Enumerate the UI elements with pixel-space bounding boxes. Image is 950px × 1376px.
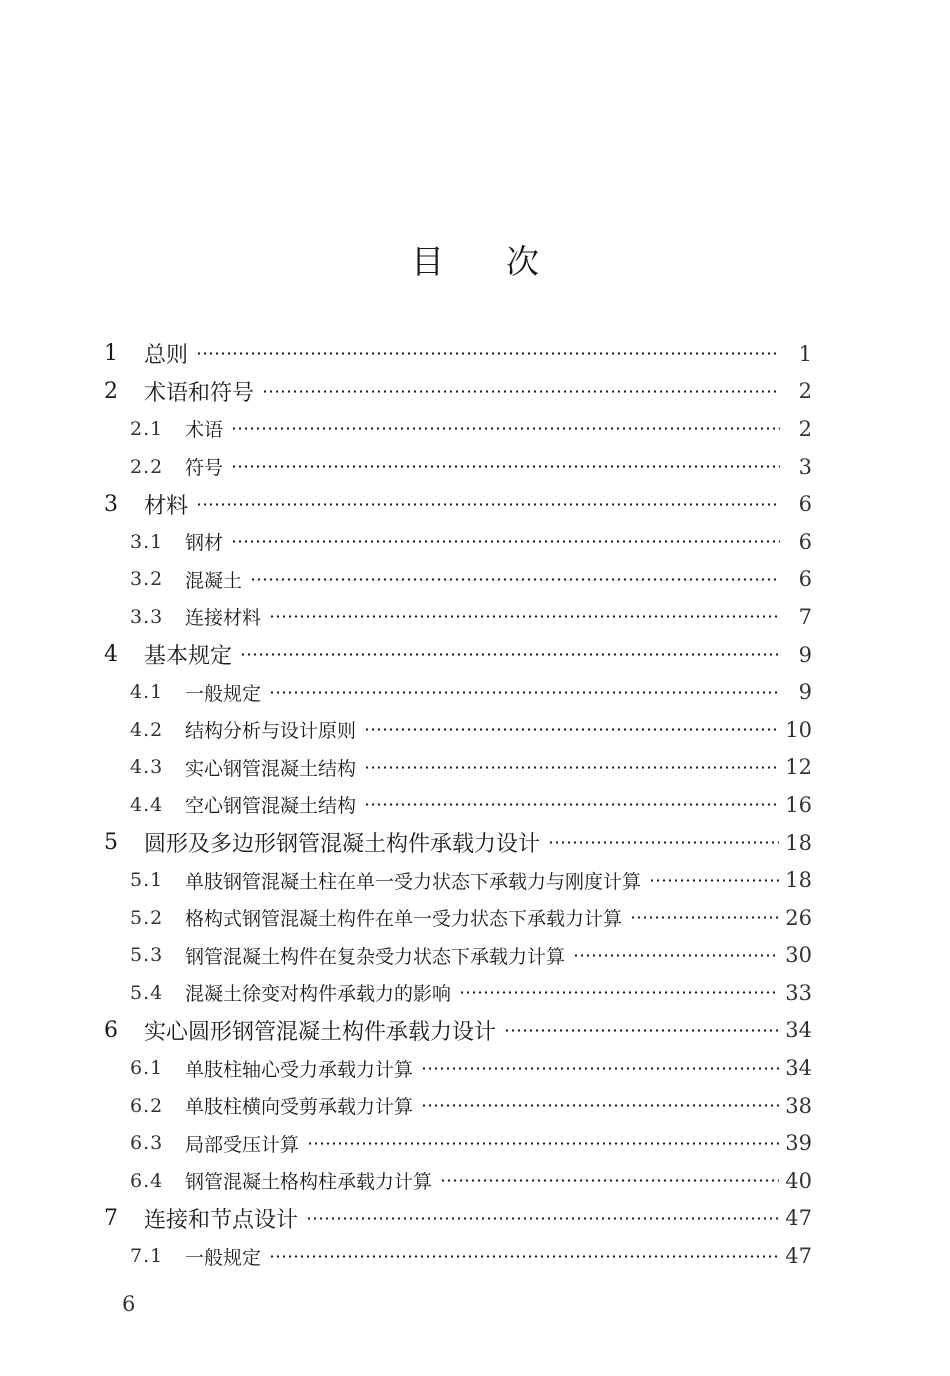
toc-entry-number: 5: [104, 830, 119, 856]
toc-entry-number: 5.2: [130, 906, 164, 929]
page-number: 6: [122, 1292, 136, 1316]
toc-entry-page: 40: [785, 1168, 812, 1193]
dot-leader: [548, 841, 779, 844]
toc-entry-page: 34: [785, 1056, 812, 1081]
toc-entry-page: 6: [798, 529, 812, 554]
toc-entry[interactable]: [104, 861, 812, 899]
toc-entry[interactable]: [104, 1049, 812, 1087]
toc-entry-page: 47: [785, 1206, 812, 1231]
toc-entry-label: 一般规定: [185, 1246, 262, 1269]
toc-entry-page: 9: [798, 642, 812, 667]
toc-entry-label: 基本规定: [144, 644, 233, 670]
toc-entry-number: 6.2: [130, 1094, 164, 1117]
toc-entry[interactable]: [104, 899, 812, 937]
toc-entry-label: 一般规定: [185, 682, 262, 705]
dot-leader: [269, 691, 780, 694]
toc-entry-number: 6.1: [130, 1057, 164, 1080]
dot-leader: [364, 766, 779, 769]
toc-entry-page: 7: [798, 604, 812, 629]
dot-leader: [307, 1142, 779, 1145]
toc-entry-number: 4.2: [130, 718, 164, 741]
toc-entry-page: 30: [785, 943, 812, 968]
toc-entry-page: 18: [785, 868, 812, 893]
toc-entry-number: 4.4: [130, 793, 164, 816]
toc-entry-page: 1: [798, 341, 812, 366]
toc-entry[interactable]: [104, 711, 812, 749]
toc-entry[interactable]: [104, 749, 812, 787]
dot-leader: [459, 991, 779, 994]
toc-entry-label: 混凝土徐变对构件承载力的影响: [185, 983, 452, 1006]
toc-entry[interactable]: [104, 1012, 812, 1050]
toc-entry[interactable]: [104, 974, 812, 1012]
toc-entry-number: 4: [104, 642, 119, 668]
dot-leader: [630, 916, 779, 919]
toc-entry-number: 6: [104, 1017, 119, 1043]
dot-leader: [364, 728, 779, 731]
toc-entry[interactable]: [104, 824, 812, 862]
toc-entry-number: 2.2: [130, 455, 164, 478]
toc-entry-page: 3: [798, 454, 812, 479]
toc-entry-label: 材料: [144, 493, 189, 519]
toc-entry-number: 2.1: [130, 417, 164, 440]
toc-entry[interactable]: [104, 786, 812, 824]
toc-entry[interactable]: [104, 937, 812, 975]
toc-entry-number: 7: [104, 1205, 119, 1231]
toc-entry-page: 18: [785, 830, 812, 855]
toc-entry-number: 3: [104, 491, 119, 517]
toc-entry-page: 33: [785, 980, 812, 1005]
toc-entry-label: 符号: [185, 457, 224, 480]
toc-entry-label: 结构分析与设计原则: [185, 720, 357, 743]
toc-entry-label: 术语: [185, 419, 224, 442]
dot-leader: [649, 879, 779, 882]
toc-entry-label: 钢管混凝土格构柱承载力计算: [185, 1171, 433, 1194]
toc-entry-label: 实心圆形钢管混凝土构件承载力设计: [144, 1019, 497, 1045]
toc-entry-page: 9: [798, 680, 812, 705]
title-char-2: 次: [506, 242, 539, 281]
toc-entry-number: 4.1: [130, 681, 164, 704]
toc-entry[interactable]: [104, 561, 812, 599]
toc-entry-number: 3.3: [130, 605, 164, 628]
toc-entry-label: 总则: [144, 343, 189, 369]
dot-leader: [364, 803, 779, 806]
table-of-contents: [104, 335, 812, 1275]
toc-entry[interactable]: [104, 673, 812, 711]
toc-entry[interactable]: [104, 1124, 812, 1162]
toc-entry-label: 钢材: [185, 532, 224, 555]
dot-leader: [196, 352, 780, 355]
toc-entry[interactable]: [104, 485, 812, 523]
toc-entry-page: 10: [785, 717, 812, 742]
toc-entry-label: 单肢柱轴心受力承载力计算: [185, 1058, 414, 1081]
dot-leader: [573, 954, 779, 957]
dot-leader: [421, 1104, 779, 1107]
toc-entry-page: 47: [785, 1244, 812, 1269]
toc-entry-label: 单肢柱横向受剪承载力计算: [185, 1096, 414, 1119]
dot-leader: [306, 1217, 779, 1220]
toc-entry-label: 空心钢管混凝土结构: [185, 795, 357, 818]
dot-leader: [269, 615, 780, 618]
toc-entry-number: 6.3: [130, 1132, 164, 1155]
page-title: [0, 240, 950, 284]
toc-entry[interactable]: [104, 1237, 812, 1275]
toc-entry-number: 5.3: [130, 944, 164, 967]
dot-leader: [231, 427, 780, 430]
toc-entry-page: 34: [785, 1018, 812, 1043]
dot-leader: [231, 465, 780, 468]
toc-entry-page: 2: [798, 416, 812, 441]
toc-entry-page: 6: [798, 492, 812, 517]
toc-entry-number: 6.4: [130, 1169, 164, 1192]
toc-entry-number: 2: [104, 378, 119, 404]
toc-entry-label: 连接和节点设计: [144, 1207, 299, 1233]
toc-entry-page: 39: [785, 1131, 812, 1156]
toc-entry-page: 16: [785, 792, 812, 817]
toc-entry-label: 混凝土: [185, 569, 243, 592]
dot-leader: [421, 1067, 779, 1070]
toc-entry-number: 3.2: [130, 568, 164, 591]
toc-entry-page: 12: [785, 755, 812, 780]
toc-entry[interactable]: [104, 598, 812, 636]
toc-entry[interactable]: [104, 373, 812, 411]
toc-entry-number: 5.1: [130, 869, 164, 892]
toc-entry-number: 5.4: [130, 981, 164, 1004]
toc-entry[interactable]: [104, 448, 812, 486]
toc-entry-label: 实心钢管混凝土结构: [185, 757, 357, 780]
title-char-1: 目: [411, 242, 444, 281]
toc-entry[interactable]: [104, 1200, 812, 1238]
dot-leader: [250, 578, 780, 581]
dot-leader: [262, 390, 780, 393]
toc-entry-label: 单肢钢管混凝土柱在单一受力状态下承载力与刚度计算: [185, 870, 642, 893]
toc-entry[interactable]: [104, 636, 812, 674]
toc-entry-page: 26: [785, 905, 812, 930]
dot-leader: [269, 1255, 779, 1258]
toc-entry-page: 38: [785, 1093, 812, 1118]
toc-entry-number: 7.1: [130, 1245, 164, 1268]
toc-entry[interactable]: [104, 1162, 812, 1200]
toc-entry-number: 3.1: [130, 530, 164, 553]
toc-entry-page: 2: [798, 379, 812, 404]
toc-entry-label: 局部受压计算: [185, 1133, 300, 1156]
toc-entry-label: 术语和符号: [144, 380, 255, 406]
dot-leader: [440, 1179, 779, 1182]
toc-entry[interactable]: [104, 1087, 812, 1125]
toc-entry-label: 钢管混凝土构件在复杂受力状态下承载力计算: [185, 945, 566, 968]
toc-entry-label: 格构式钢管混凝土构件在单一受力状态下承载力计算: [185, 908, 623, 931]
toc-entry-page: 6: [798, 567, 812, 592]
dot-leader: [196, 503, 780, 506]
toc-entry[interactable]: [104, 335, 812, 373]
toc-entry[interactable]: [104, 523, 812, 561]
dot-leader: [231, 540, 780, 543]
toc-entry[interactable]: [104, 410, 812, 448]
dot-leader: [504, 1029, 779, 1032]
dot-leader: [240, 653, 780, 656]
toc-entry-label: 连接材料: [185, 607, 262, 630]
toc-entry-number: 4.3: [130, 756, 164, 779]
toc-entry-number: 1: [104, 341, 119, 367]
toc-entry-label: 圆形及多边形钢管混凝土构件承载力设计: [144, 832, 541, 858]
